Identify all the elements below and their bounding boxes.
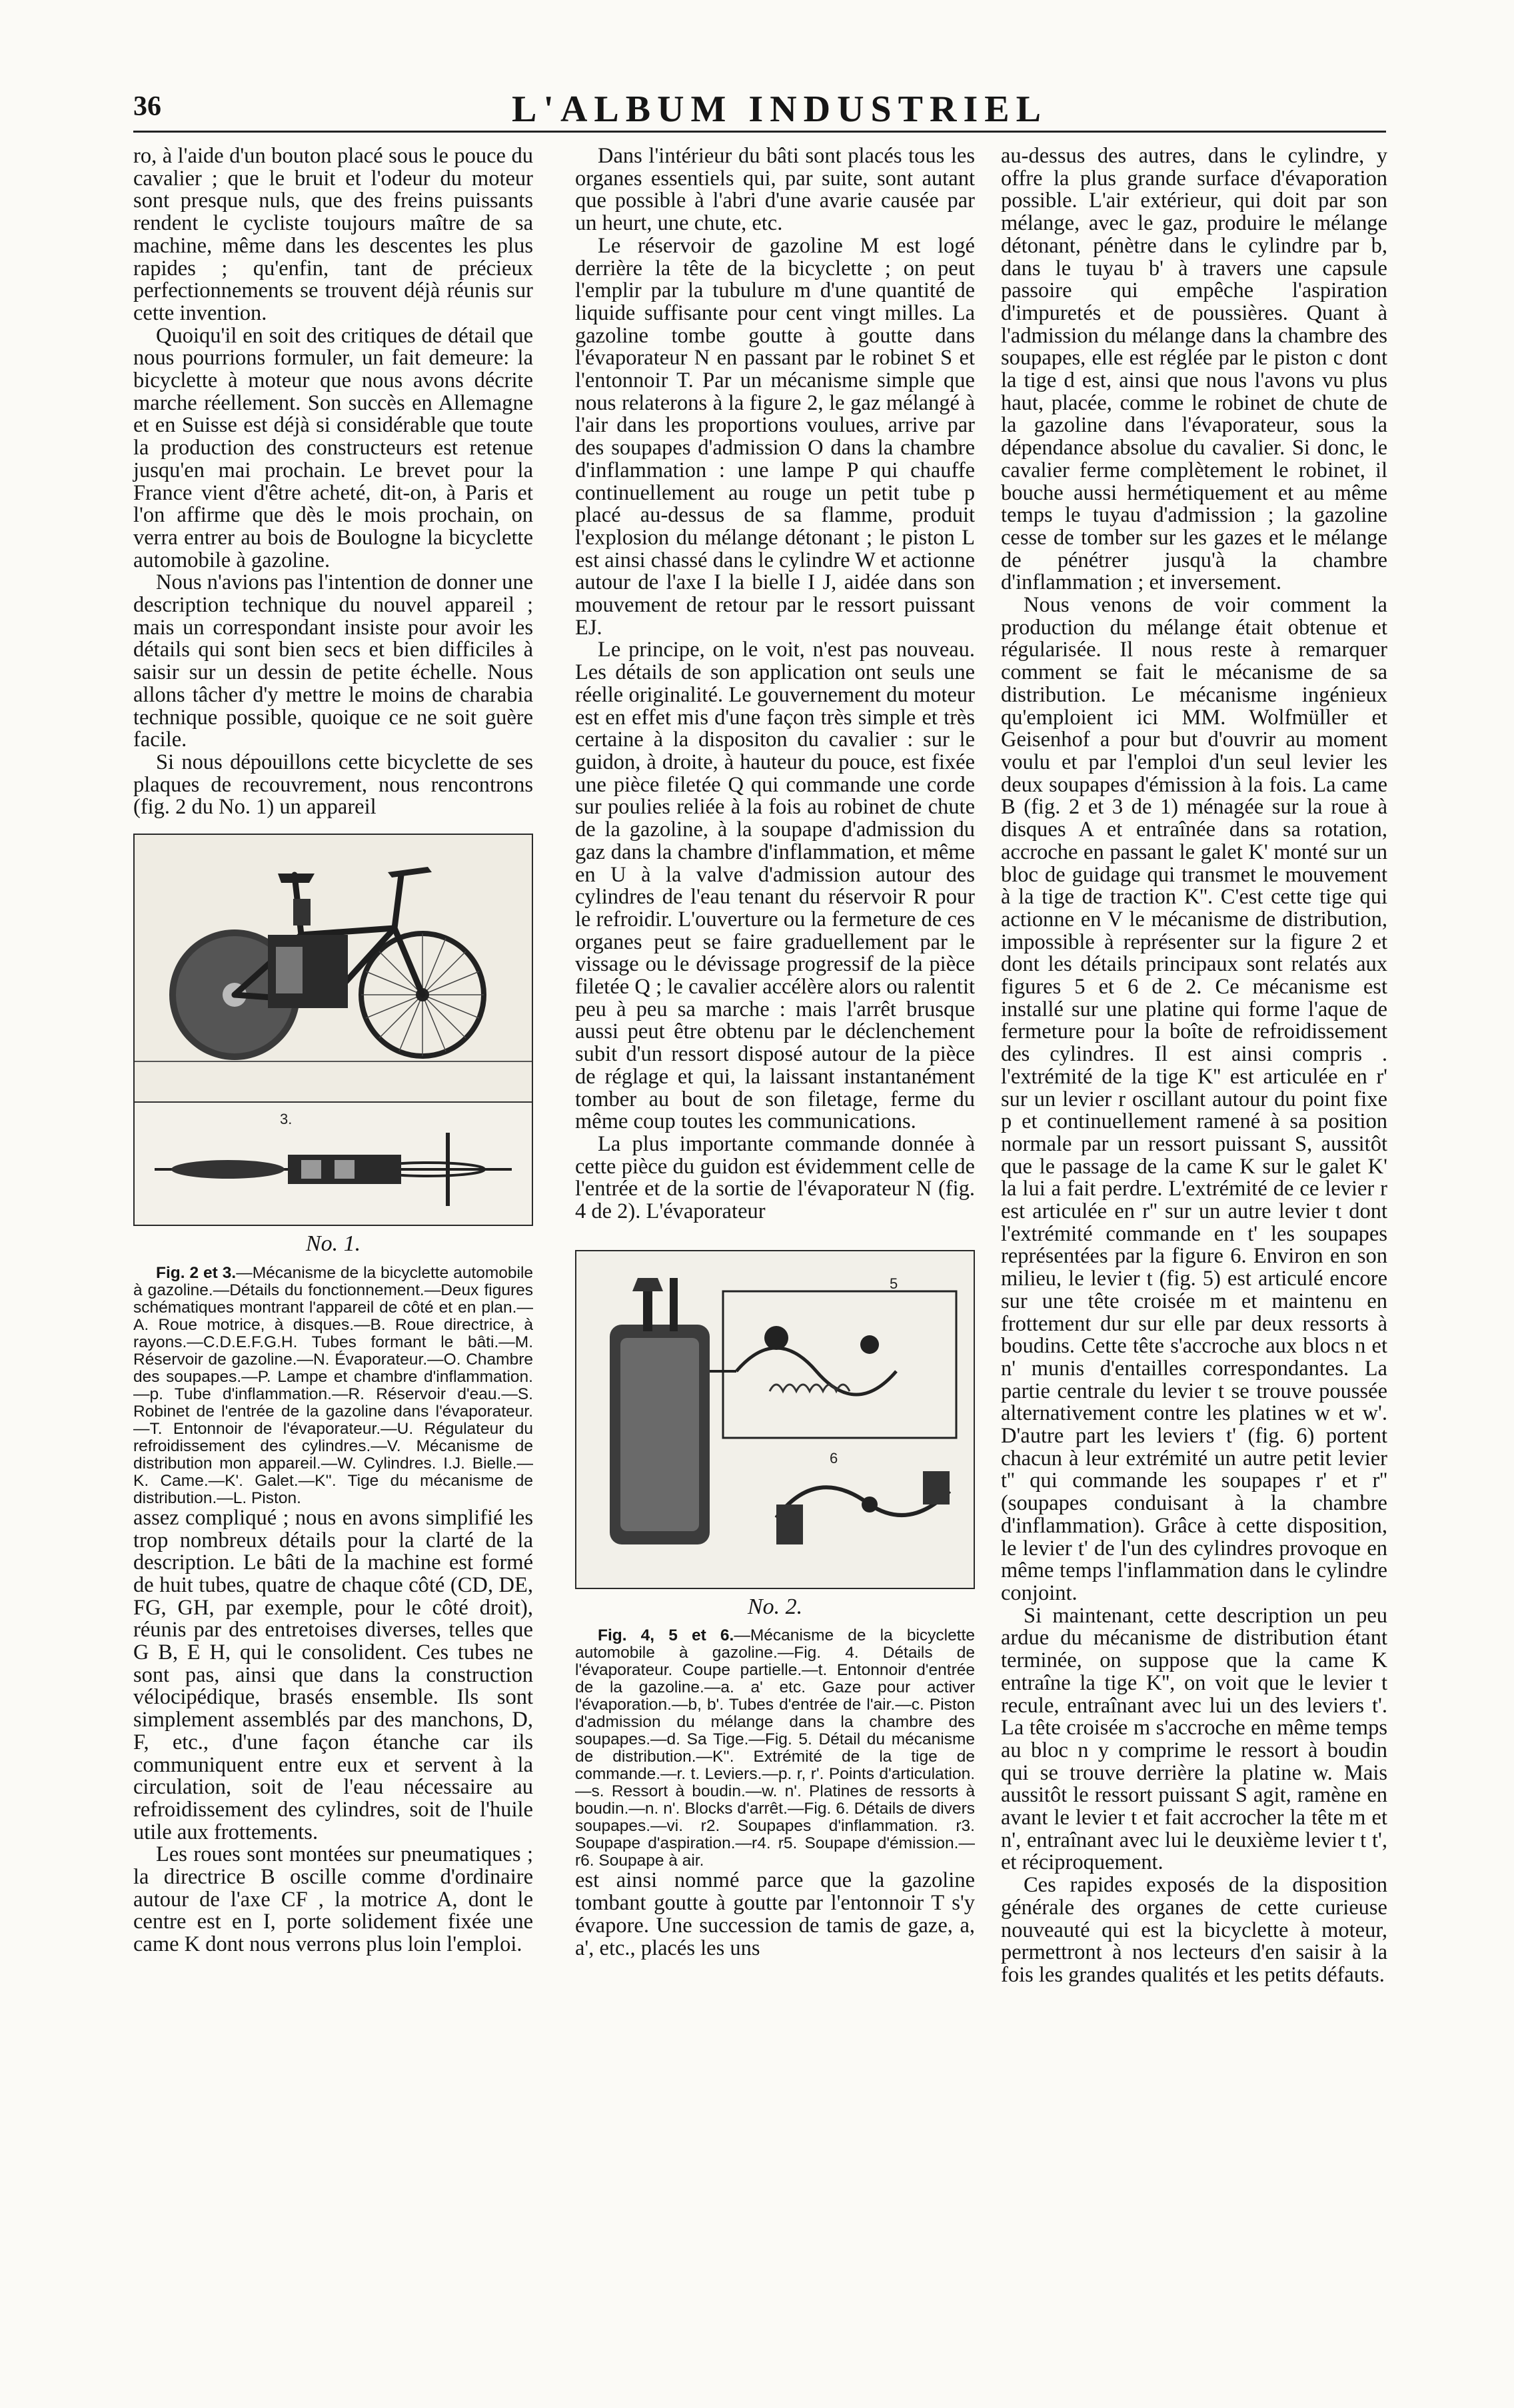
figure-no1 [133, 834, 533, 1226]
paragraph: Ces rapides exposés de la disposition générale des organes de cette curieuse nouveauté qui est la bicyclette à moteur, permettront à nos lecteurs d'en saisir à la fois les grandes qualités et les petits défauts. [1001, 1873, 1387, 1987]
paragraph: ro, à l'aide d'un bouton placé sous le pouce du cavalier ; que le bruit et l'odeur du moteur sont presque nuls, que des freins puissants rendent le cycliste toujours maître de sa machine, même dans les descentes les plus rapides ; qu'enfin, tant de précieux perfectionnements se trouvent déjà réunis sur cette invention. [133, 144, 533, 325]
paragraph: Nous venons de voir comment la production du mélange était obtenue et régularisée. Il nous reste à remarquer comment se fait le mécanisme de sa distribution. Le mécanisme ingénieux qu'emploient ici MM. Wolfmüller et Geisenhof a pour but d'ouvrir au moment voulu et par l'emploi d'un seul levier les deux soupapes d'émission à la fois. La came B (fig. 2 et 3 de 1) ménagée sur la roue à disques A et entraînée dans sa rotation, accroche en passant le galet K' monté sur un bloc de guidage qui transmet le mouvement à la tige de traction K''. C'est cette tige qui actionne en V le mécanisme de distribution, impossible à représenter sur la figure 2 et dont les détails principaux sont relatés aux figures 5 et 6 de 2. Ce mécanisme est installé sur une platine qui forme l'aque de fermeture pour la boîte de refroidissement des cylindres. Il est ainsi compris . l'extrémité de la tige K'' est articulée en r' sur un levier r oscillant autour du point fixe p et continuellement ramené à sa position normale par un ressort puissant S, aussitôt que le passage de la came K sur le galet K' la lui a fait perdre. L'extrémité de ce levier r est articulée en r'' sur un autre levier t dont l'extrémité commande en t' les soupapes représentées par la figure 6. Environ en son milieu, le levier t (fig. 5) est articulé encore sur une tête croisée m et maintenu en frottement dur sur elle par deux ressorts à boudins. Cette tête s'accroche aux blocs n et n' munis d'entailles correspondantes. La partie centrale du levier t se trouve poussée alternativement contre les platines w et w'. D'autre part les leviers t' (fig. 6) portent chacun à leur extrémité un autre petit levier t'' qui commande les soupapes r' et r'' (soupapes conduisant à la chambre d'inflammation). Grâce à cette disposition, le levier t' de l'un des cylindres provoque en même temps l'inflammation dans le cylindre conjoint. [1001, 593, 1387, 1605]
paragraph: Si maintenant, cette description un peu ardue du mécanisme de distribution étant terminée, on suppose que la came K entraîne la tige K'', on voit que le levier t recule, entraînant avec lui un des leviers t'. La tête croisée m s'accroche en même temps au bloc n y comprime le ressort à boudin qui se trouve derrière la platine w. Mais aussitôt le ressort puissant S agit, ramène en avant le levier t et fait accrocher la tête m et n', entraînant avec lui le deuxième levier t t', et réciproquement. [1001, 1603, 1387, 1875]
figure-no2-title: No. 2. [747, 1594, 803, 1619]
figure-no2-caption [575, 1627, 975, 1870]
figure-label-5: 5 [890, 1275, 898, 1292]
paragraph: Nous n'avions pas l'intention de donner une description technique du nouvel appareil ; mais un correspondant insiste pour avoir les détails qui sont bien secs et bien difficiles à saisir sur un dessin de petite échelle. Nous allons tâcher d'y mettre le moins de charabia technique possible, quoique ce ne soit guère facile. [133, 570, 533, 752]
figure-label-6: 6 [830, 1449, 838, 1467]
page-header [133, 88, 1386, 141]
paragraph: au-dessus des autres, dans le cylindre, y offre la plus grande surface d'évaporation possible. L'air extérieur, qui doit par son mélange, avec le gaz, produire le mélange détonant, pénètre dans le cylindre par b, dans le tuyau b' à travers une capsule passoire qui empêche l'aspiration d'impuretés et de poussières. Quant à l'admission du mélange dans la chambre des soupapes, elle est réglée par le piston c dont la tige d est, ainsi que nous l'avons vu plus haut, placée, comme le robinet de chute de la gazoline dans l'évaporateur, sous la dépendance absolue du cavalier. Si donc, le cavalier ferme complètement le robinet, il bouche aussi hermétiquement et au même temps le tuyau d'admission ; la gazoline cesse de tomber sur les gazes et le mélange de pénétrer jusqu'à la chambre d'inflammation ; et inversement. [1001, 144, 1387, 595]
caption-text: —Mécanisme de la bicyclette automobile à gazoline.—Fig. 4. Détails de l'évaporateur. Coupe partielle.—t. Entonnoir d'entrée de la gazoline.—a. a' etc. Gaze pour activer l'évaporation.—b, b'. Tubes d'entrée de l'air.—c. Piston d'admission du mélange dans la chambre des soupapes.—d. Sa Tige.—Fig. 5. Détail du mécanisme de distribution.—K''. Extrémité de la tige de commande.—r. t. Leviers.—p. r, r'. Points d'articulation.—s. Ressort à boudin.—w. n'. Platines de ressorts à boudin.—n. n'. Blocks d'arrêt.—Fig. 6. Détails de divers soupapes.—vi. r2. Soupapes d'inflammation. r3. Soupape d'aspiration.—r4. r5. Soupape d'émission.—r6. Soupape à air. [575, 1626, 975, 1870]
column-3 [1001, 145, 1387, 1987]
bicycle-side-view-engraving [135, 835, 532, 1101]
column-2 [575, 145, 975, 1960]
paragraph: Le principe, on le voit, n'est pas nouveau. Les détails de son application ont seuls une réelle originalité. Le gouvernement du moteur est en effet mis d'une façon très simple et très certaine à la dispositon du cavalier : sur le guidon, à droite, à hauteur du pouce, est fixée une pièce filetée Q qui commande une corde sur poulies reliée à la fois au robinet de chute de la gazoline, à la soupape d'admission du gaz dans la chambre d'inflammation, et même en U à la valve d'admission autour des cylindres de l'eau tenant du réservoir R pour le refroidir. L'ouverture ou la fermeture de ces organes peut se faire graduellement par le vissage ou le dévissage progressif de la pièce filetée Q ; le cavalier accélère alors ou ralentit peu à peu sa marche : mais l'arrêt brusque aussi peut être obtenu par le déclenchement subit d'un ressort disposé autour de la pièce de réglage et qui, la laissant instantanément tomber au bout de son filetage, ferme du même coup toutes les communications. [575, 638, 975, 1134]
figure-no2 [575, 1250, 975, 1589]
column-1 [133, 145, 533, 1956]
page-number: 36 [133, 91, 161, 122]
paragraph: Le réservoir de gazoline M est logé derrière la tête de la bicyclette ; on peut l'emplir par la tubulure m d'une quantité de liquide suffisante pour cent vingt milles. La gazoline tombe goutte à goutte dans l'évaporateur N en passant par le robinet S et l'entonnoir T. Par un mécanisme simple que nous relaterons à la figure 2, le gaz mélangé à l'air dans les proportions voulues, arrive par des soupapes d'admission O dans la chambre d'inflammation : une lampe P qui chauffe continuellement au rouge un petit tube p placé au-dessus de sa flamme, produit l'explosion du mélange détonant ; le piston L est ainsi chassé dans le cylindre W et actionne autour de l'axe I la bielle I J, aidée dans son mouvement de retour par le ressort puissant EJ. [575, 233, 975, 640]
bicycle-plan-view-engraving [135, 1103, 532, 1225]
running-title: L'ALBUM INDUSTRIEL [512, 89, 1048, 130]
paragraph: Dans l'intérieur du bâti sont placés tous les organes essentiels qui, par suite, sont autant que possible à l'abri d'une avarie causée par un heurt, une chute, etc. [575, 144, 975, 236]
paragraph: Les roues sont montées sur pneumatiques ; la directrice B oscille comme d'ordinaire autour de l'axe CF , la motrice A, dont le centre est en I, porte solidement fixée une came K dont nous verrons plus loin l'emploi. [133, 1842, 533, 1957]
figure-no1-caption [133, 1265, 533, 1507]
paragraph: Quoiqu'il en soit des critiques de détail que nous pourrions formuler, un fait demeure: la bicyclette à moteur que nous avons décrite marche réellement. Son succès en Allemagne et en Suisse est déjà si considérable que toute la production des constructeurs est retenue jusqu'en mai prochain. Le brevet pour la France vient d'être acheté, dit-on, à Paris et l'on affirme que dès le mois prochain, on verra entrer au bois de Boulogne la bicyclette automobile à gazoline. [133, 323, 533, 572]
figure-label-3: 3. [280, 1111, 293, 1128]
caption-text: —Mécanisme de la bicyclette automobile à gazoline.—Détails du fonctionnement.—Deux figures schématiques montrant l'appareil de côté et en plan.—A. Roue motrice, à disques.—B. Roue directrice, à rayons.—C.D.E.F.G.H. Tubes formant le bâti.—M. Réservoir de gazoline.—N. Évaporateur.—O. Chambre des soupapes.—P. Lampe et chambre d'inflammation.—p. Tube d'inflammation.—R. Réservoir d'eau.—S. Robinet de l'entrée de la gazoline dans l'évaporateur.—T. Entonnoir de l'évaporateur.—U. Régulateur du refroidissement des cylindres.—V. Mécanisme de distribution mon appareil.—W. Cylindres. I.J. Bielle.—K. Came.—K'. Galet.—K''. Tige du mécanisme de distribution.—L. Piston. [133, 1263, 534, 1507]
paragraph: est ainsi nommé parce que la gazoline tombant goutte à goutte par l'entonnoir T s'y évapore. Une succession de tamis de gaze, a, a', etc., placés les uns [575, 1868, 975, 1960]
header-rule [133, 131, 1386, 133]
caption-lead: Fig. 2 et 3. [156, 1263, 237, 1282]
caption-lead: Fig. 4, 5 et 6. [598, 1626, 734, 1645]
paragraph: assez compliqué ; nous en avons simplifié les trop nombreux détails pour la clarté de la description. Le bâti de la machine est formé de huit tubes, quatre de chaque côté (CD, DE, FG, GH, par exemple, pour le côté droit), réunis par des entretoises diverses, telles que G B, E H, qui le consolident. Ces tubes ne sont pas, ainsi que dans la construction vélocipédique, brasés ensemble. Ils sont simplement assemblés par des manchons, D, F, etc., d'une façon étanche car ils communiquent entre eux et servent à la circulation, soit de l'eau nécessaire au refroidissement des cylindres, soit de l'huile utile aux frottements. [133, 1505, 533, 1844]
figure-no1-title: No. 1. [305, 1231, 361, 1257]
paragraph: La plus importante commande donnée à cette pièce du guidon est évidemment celle de l'entrée et de la sortie de l'évaporateur N (fig. 4 de 2). L'évaporateur [575, 1131, 975, 1224]
evaporator-mechanism-engraving [576, 1251, 974, 1588]
paragraph: Si nous dépouillons cette bicyclette de ses plaques de recouvrement, nous rencontrons (fig. 2 du No. 1) un appareil [133, 750, 533, 820]
